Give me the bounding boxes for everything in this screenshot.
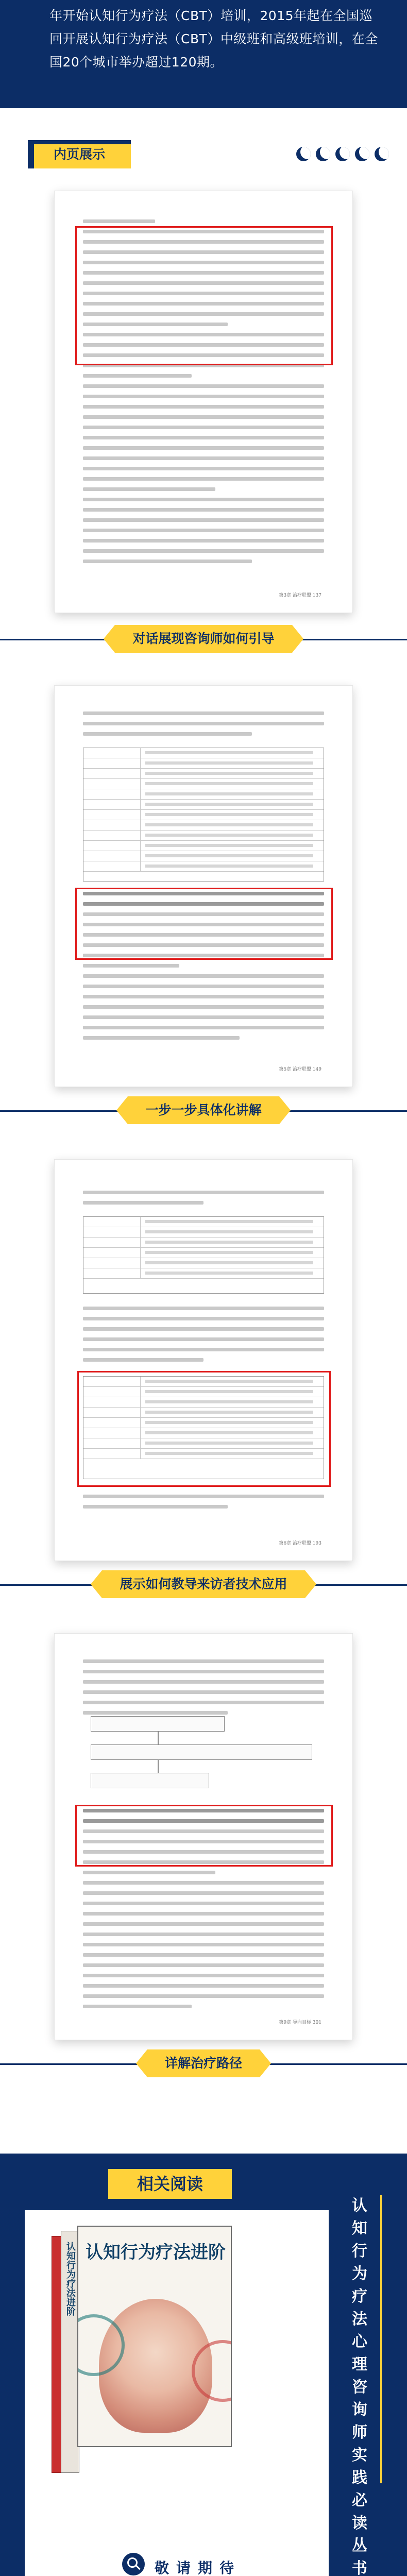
moon-icon (335, 147, 350, 161)
diagram-node (91, 1773, 209, 1788)
series-divider (380, 2195, 382, 2483)
moon-decoration (296, 147, 389, 164)
moon-icon (375, 147, 389, 161)
moon-icon (355, 147, 369, 161)
highlight-frame (75, 1805, 333, 1867)
book-spine-title: 认知行为疗法进阶 (65, 2242, 76, 2316)
coming-soon-label: 敬请期待 (155, 2560, 242, 2576)
diagram-node (91, 1716, 225, 1732)
book-title: 认知行为疗法进阶 (86, 2242, 226, 2263)
sample-page-3 (54, 1159, 353, 1561)
caption-text: 对话展现咨询师如何引导 (132, 631, 275, 646)
book-spine-front (61, 2231, 79, 2473)
moon-icon (296, 147, 311, 161)
search-icon (122, 2553, 145, 2575)
page-caption-3 (0, 1570, 407, 1598)
page-caption-2 (0, 1096, 407, 1124)
intro-text: 年开始认知行为疗法（CBT）培训，2015年起在全国巡回开展认知行为疗法（CBT）中级班和高级班培训，在全国20个城市举办超过120期。 (49, 8, 378, 70)
caption-text: 一步一步具体化讲解 (145, 1103, 262, 1117)
diagram-arrow (158, 1760, 159, 1773)
sample-table (83, 748, 324, 882)
highlight-frame (77, 1371, 331, 1487)
diagram-node (91, 1744, 312, 1760)
page-footer: 第5章 治疗联盟 149 (279, 1067, 321, 1072)
highlight-frame (75, 888, 333, 960)
caption-text: 详解治疗路径 (164, 2056, 242, 2071)
moon-icon (316, 147, 330, 161)
intro-banner (0, 0, 407, 108)
related-reading-title: 相关阅读 (137, 2174, 203, 2194)
page-footer: 第6章 治疗联盟 193 (279, 1541, 321, 1546)
highlight-frame (75, 226, 333, 365)
sample-page-2 (54, 685, 353, 1087)
page-caption-1 (0, 625, 407, 653)
section-title: 内页展示 (53, 147, 105, 162)
caption-text: 展示如何教导来访者技术应用 (120, 1577, 287, 1591)
sample-page-4 (54, 1633, 353, 2040)
diagram-arrow (158, 1732, 159, 1744)
page-footer: 第9章 导向目标 301 (279, 2020, 321, 2025)
page-caption-4 (0, 2049, 407, 2077)
series-title: 认知行为疗法心理咨询师实践必读丛书 (352, 2197, 367, 2576)
book-cover[interactable] (77, 2226, 232, 2447)
section-title-tag (28, 140, 131, 168)
sample-form (83, 1216, 324, 1294)
page-footer: 第3章 治疗联盟 137 (279, 593, 321, 598)
sample-page-1 (54, 191, 353, 613)
related-reading-tag (108, 2169, 232, 2199)
